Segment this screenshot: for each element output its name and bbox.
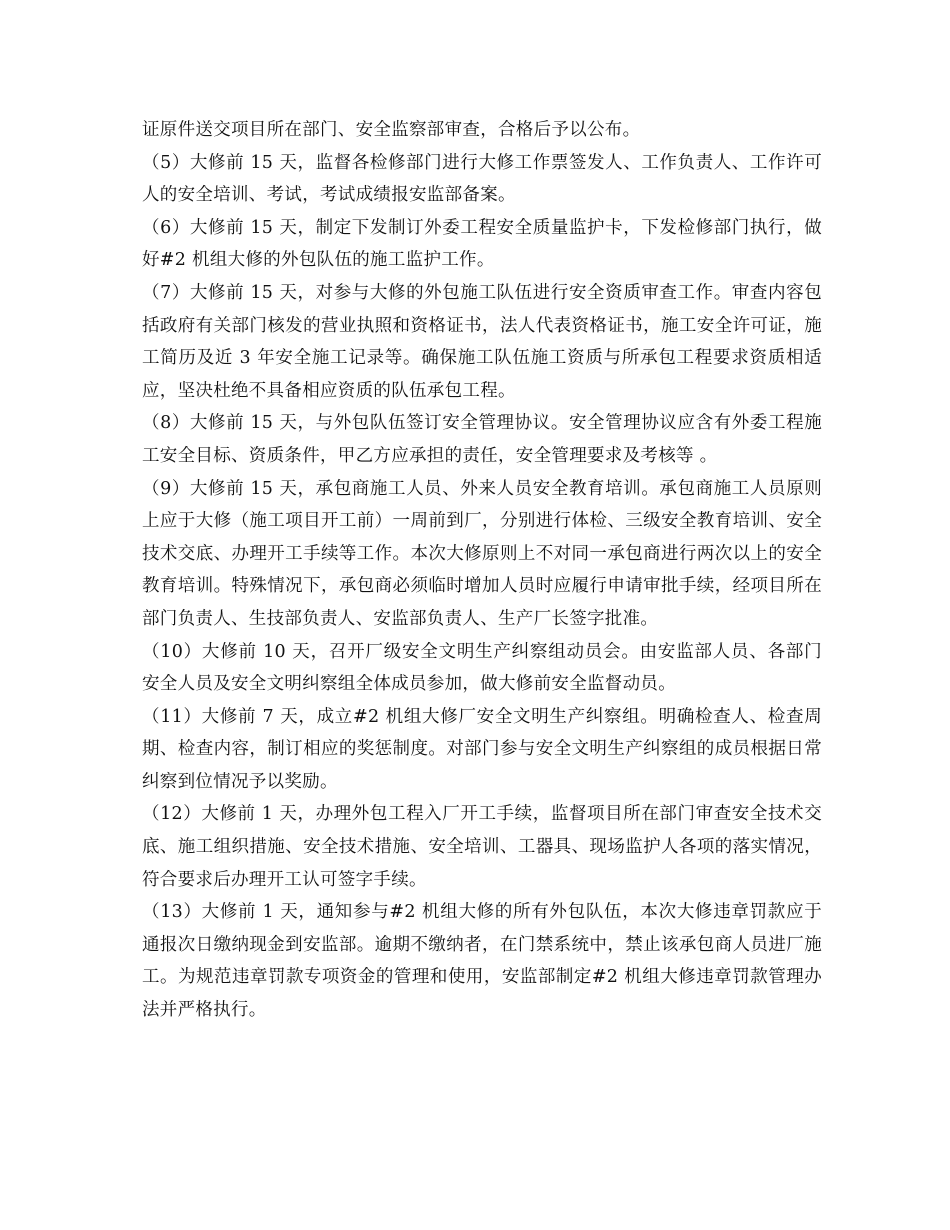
- paragraph-item-12: （12）大修前 1 天，办理外包工程入厂开工手续，监督项目所在部门审查安全技术交底、施工组织措施、安全技术措施、安全培训、工器具、现场监护人各项的落实情况，符合要求后办理开工认可签字手续。: [142, 804, 822, 890]
- paragraph-item-9: （9）大修前 15 天，承包商施工人员、外来人员安全教育培训。承包商施工人员原则上应于大修（施工项目开工前）一周前到厂，分别进行体检、三级安全教育培训、安全技术交底、办理开工手续等工作。本次大修原则上不对同一承包商进行两次以上的安全教育培训。特殊情况下，承包商必须临时增加人员时应履行申请审批手续，经项目所在部门负责人、生技部负责人、安监部负责人、生产厂长签字批准。: [142, 478, 822, 629]
- paragraph-item-7: （7）大修前 15 天，对参与大修的外包施工队伍进行安全资质审查工作。审查内容包括政府有关部门核发的营业执照和资格证书，法人代表资格证书，施工安全许可证，施工简历及近 3 年安全施工记录等。确保施工队伍施工资质与所承包工程要求资质相适应，坚决杜绝不具备相应资质的队伍承包工程。: [142, 282, 822, 401]
- paragraph-continuation: 证原件送交项目所在部门、安全监察部审查，合格后予以公布。: [142, 120, 641, 140]
- paragraph-item-13: （13）大修前 1 天，通知参与#2 机组大修的所有外包队伍，本次大修违章罚款应于通报次日缴纳现金到安监部。逾期不缴纳者，在门禁系统中，禁止该承包商人员进厂施工。为规范违章罚款专项资金的管理和使用，安监部制定#2 机组大修违章罚款管理办法并严格执行。: [142, 902, 822, 1021]
- paragraph-item-8: （8）大修前 15 天，与外包队伍签订安全管理协议。安全管理协议应含有外委工程施工安全目标、资质条件，甲乙方应承担的责任，安全管理要求及考核等 。: [142, 413, 822, 466]
- document-body: [142, 114, 822, 1027]
- paragraph-item-6: （6）大修前 15 天，制定下发制订外委工程安全质量监护卡，下发检修部门执行，做好#2 机组大修的外包队伍的施工监护工作。: [142, 217, 822, 271]
- paragraph-item-11: （11）大修前 7 天，成立#2 机组大修厂安全文明生产纠察组。明确检查人、检查周期、检查内容，制订相应的奖惩制度。对部门参与安全文明生产纠察组的成员根据日常纠察到位情况予以奖励。: [142, 706, 822, 792]
- paragraph-item-5: （5）大修前 15 天，监督各检修部门进行大修工作票签发人、工作负责人、工作许可人的安全培训、考试，考试成绩报安监部备案。: [142, 152, 822, 206]
- paragraph-item-10: （10）大修前 10 天，召开厂级安全文明生产纠察组动员会。由安监部人员、各部门安全人员及安全文明纠察组全体成员参加，做大修前安全监督动员。: [142, 641, 822, 695]
